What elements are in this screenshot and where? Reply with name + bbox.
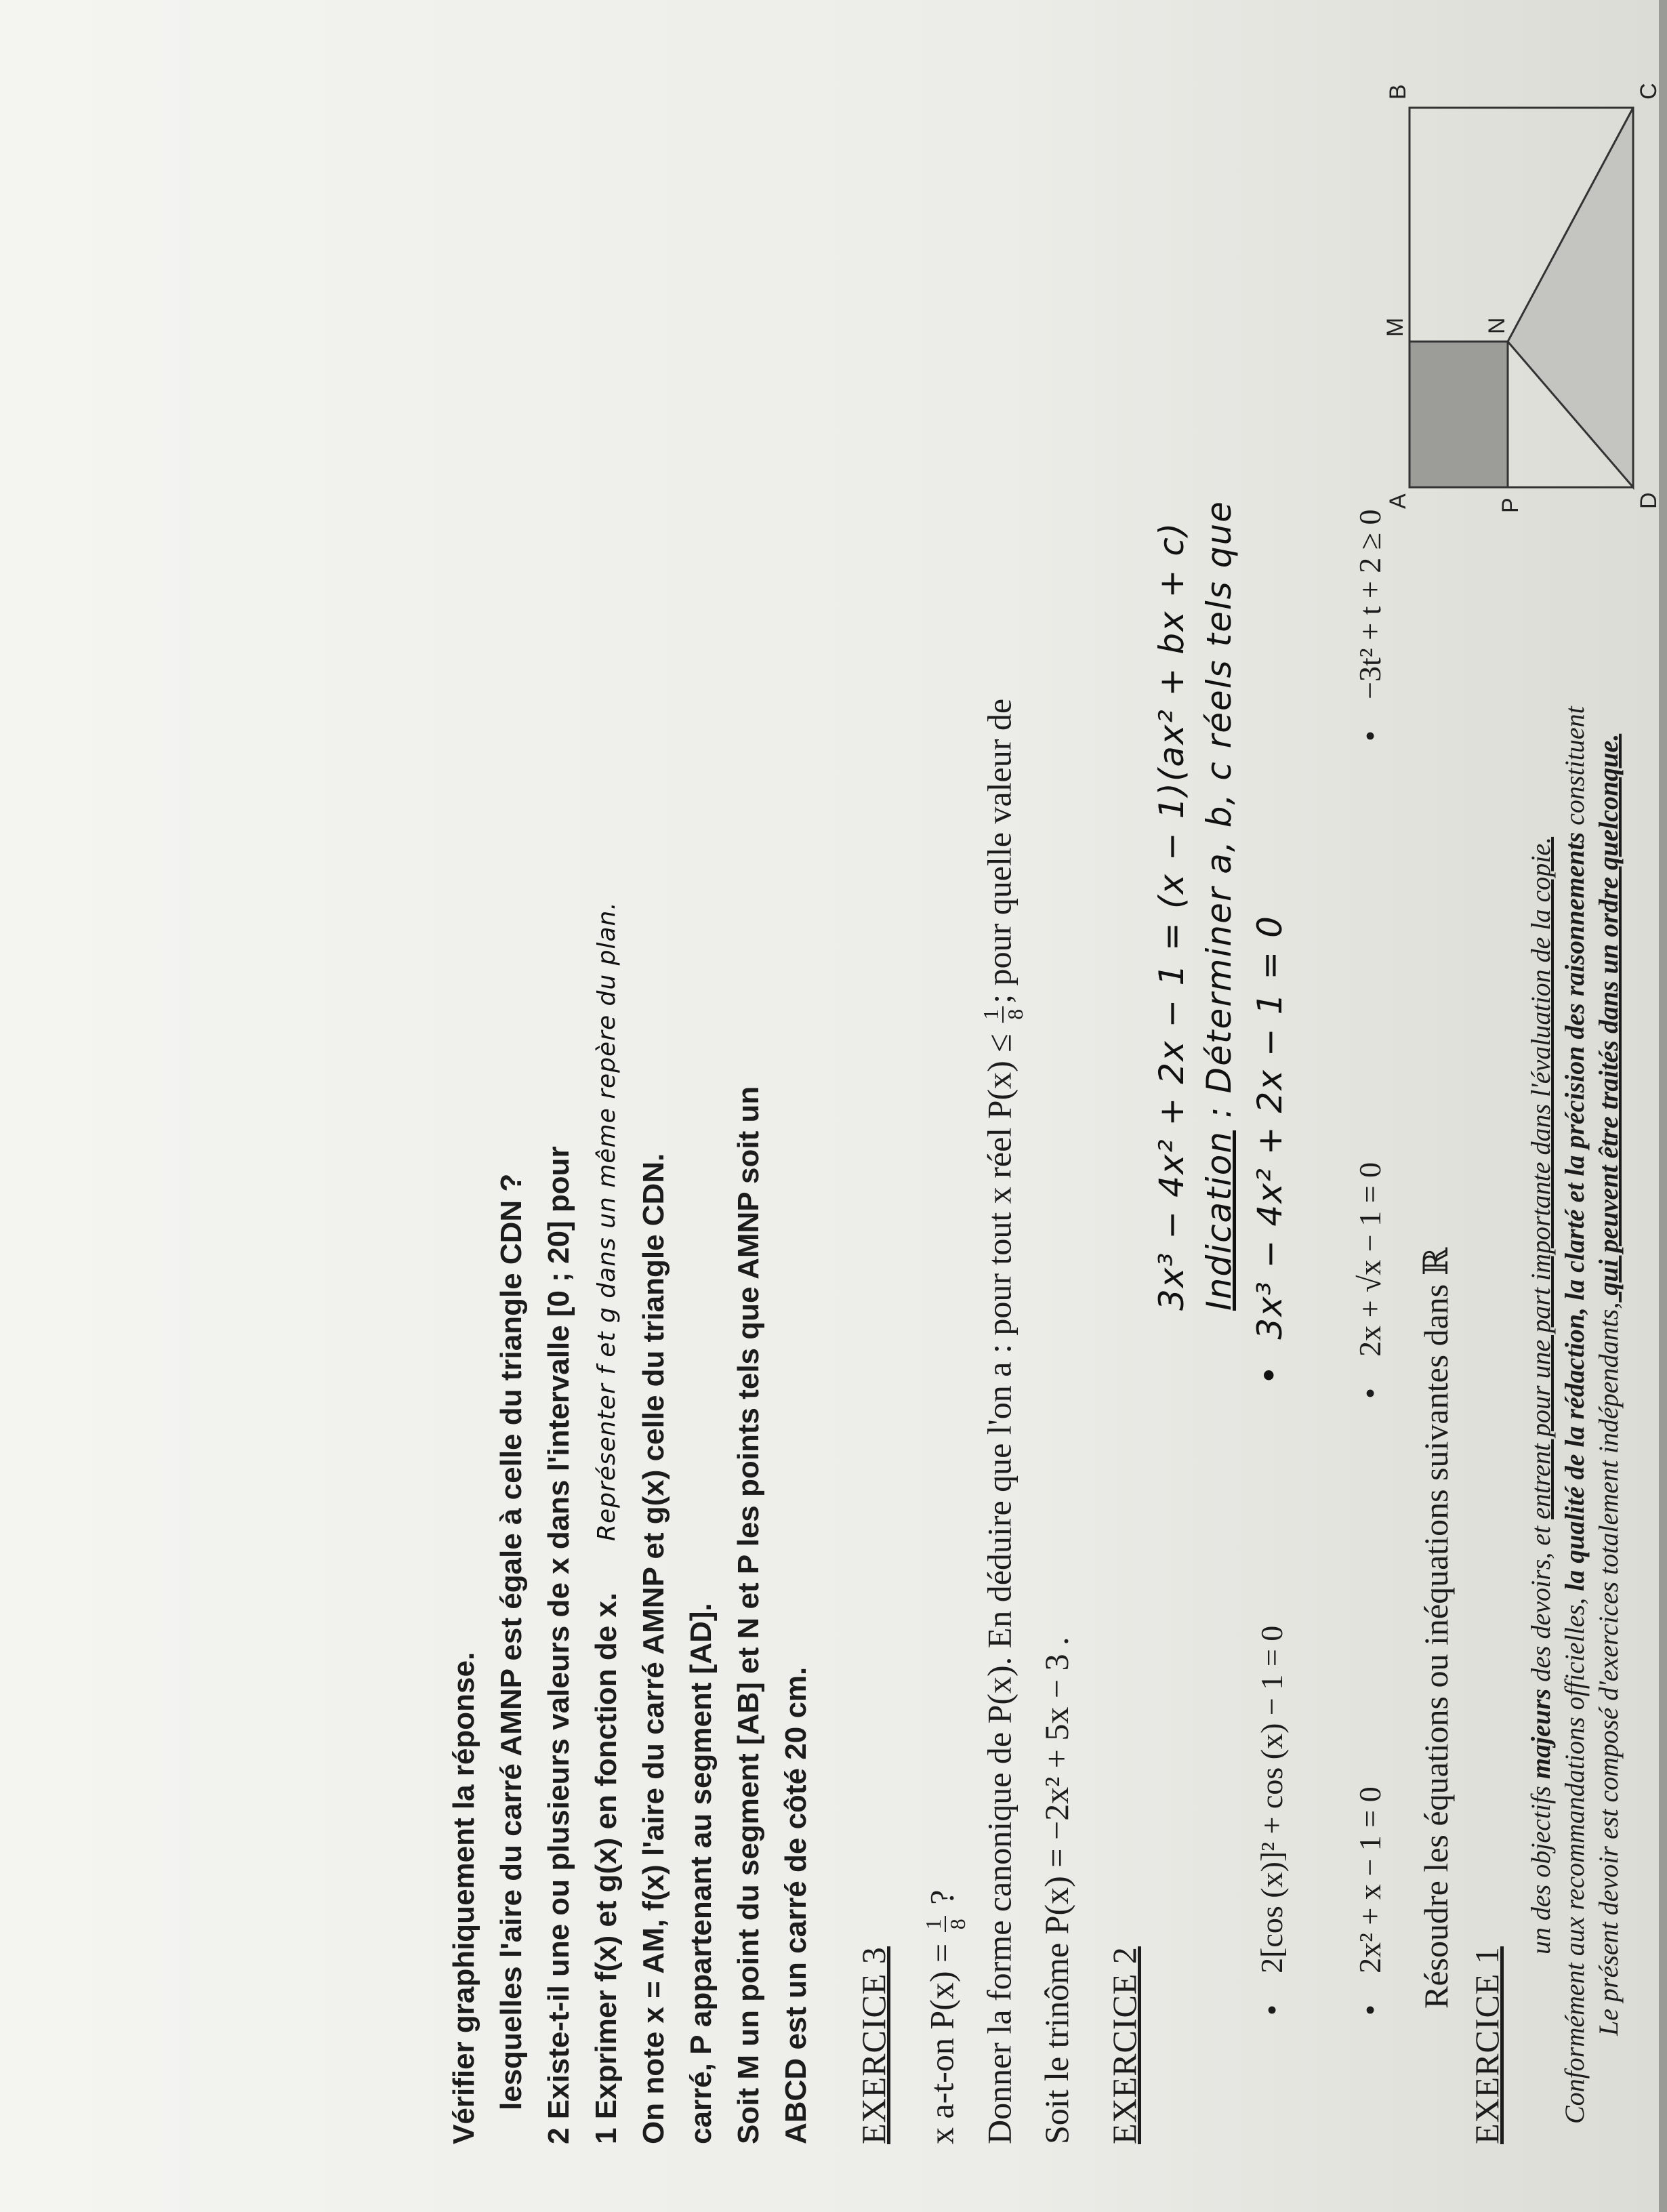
label-D: D <box>1636 492 1662 509</box>
ex2-line-3: x a-t-on P(x) = 1 8 ? <box>921 1889 970 2144</box>
ex3-line-7: lesquelles l'aire du carré AMNP est égale à celle du triangle CDN ? <box>495 1173 528 2110</box>
intro-line-2: Conformément aux recommandations officielles, la qualité de la rédaction, la clarté et la précision des raisonnements constituent <box>1559 706 1590 2124</box>
fraction-one-eighth: 1 8 <box>979 1006 1027 1023</box>
geometry-figure <box>1382 40 1667 514</box>
ex2-line-1: Soit le trinôme P(x) = −2x² + 5x − 3 . <box>1037 1637 1075 2144</box>
ex1-item-3: • −3t² + t + 2 ≥ 0 <box>1353 509 1387 741</box>
ex1-handwritten-equation: • 3x³ − 4x² + 2x − 1 = 0 <box>1250 915 1290 1385</box>
ex3-line-2: Soit M un point du segment [AB] et N et P les points tels que AMNP soit un <box>732 1086 765 2144</box>
intro-line-1: Le présent devoir est composé d'exercices totalement indépendants, qui peuvent être traités dans un ordre quelconque. <box>1593 733 1624 2036</box>
ex3-line-6: 2 Existe-t-il une ou plusieurs valeurs de x dans l'intervalle [0 ; 20] pour <box>542 1146 575 2144</box>
ex1-item-1: • 2x² + x − 1 = 0 <box>1353 1786 1387 2015</box>
label-C: C <box>1636 83 1662 100</box>
ex3-line-8: Vérifier graphiquement la réponse. <box>447 1652 480 2144</box>
triangle-cdn <box>1508 108 1633 487</box>
fraction-one-eighth-2: 1 8 <box>922 1916 969 1932</box>
label-M: M <box>1382 317 1408 337</box>
ex1-heading: EXERCICE 1 <box>1468 1946 1506 2144</box>
label-N: N <box>1484 317 1510 334</box>
ex3-handwritten-note: Représenter f et g dans un même repère du plan. <box>593 901 621 1541</box>
label-A: A <box>1385 493 1411 509</box>
ex3-line-4: On note x = AM, f(x) l'aire du carré AMNP et g(x) celle du triangle CDN. <box>637 1153 670 2144</box>
ex1-handwritten-factor: 3x³ − 4x² + 2x − 1 = (x − 1)(ax² + bx + c) <box>1152 521 1191 1311</box>
ex1-item-4: • 2[cos (x)]² + cos (x) − 1 = 0 <box>1254 1625 1289 2015</box>
square-amnp <box>1409 342 1508 487</box>
ex1-instruction: Résoudre les équations ou inéquations suivantes dans ℝ <box>1417 1247 1455 2009</box>
ex3-heading: EXERCICE 3 <box>855 1946 892 2144</box>
label-B: B <box>1385 84 1411 100</box>
ex1-handwritten-hint: Indication : Déterminer a, b, c réels tels que <box>1199 500 1239 1311</box>
ex2-line-2: Donner la forme canonique de P(x). En déduire que l'on a : pour tout x réel P(x) ≤ 1 8 ; pour quelle valeur de <box>979 698 1027 2144</box>
label-P: P <box>1498 497 1523 513</box>
intro-line-3: un des objectifs majeurs des devoirs, et entrent pour une part importante dans l'évaluation de la copie. <box>1525 836 1556 1954</box>
ex2-heading: EXERCICE 2 <box>1105 1946 1143 2144</box>
ex1-item-2: • 2x + √x − 1 = 0 <box>1353 1162 1387 1399</box>
ex3-line-3: carré, P appartenant au segment [AD]. <box>684 1603 718 2144</box>
ex3-line-1: ABCD est un carré de côté 20 cm. <box>779 1666 812 2144</box>
ex3-line-5: 1 Exprimer f(x) et g(x) en fonction de x. <box>590 1592 623 2144</box>
